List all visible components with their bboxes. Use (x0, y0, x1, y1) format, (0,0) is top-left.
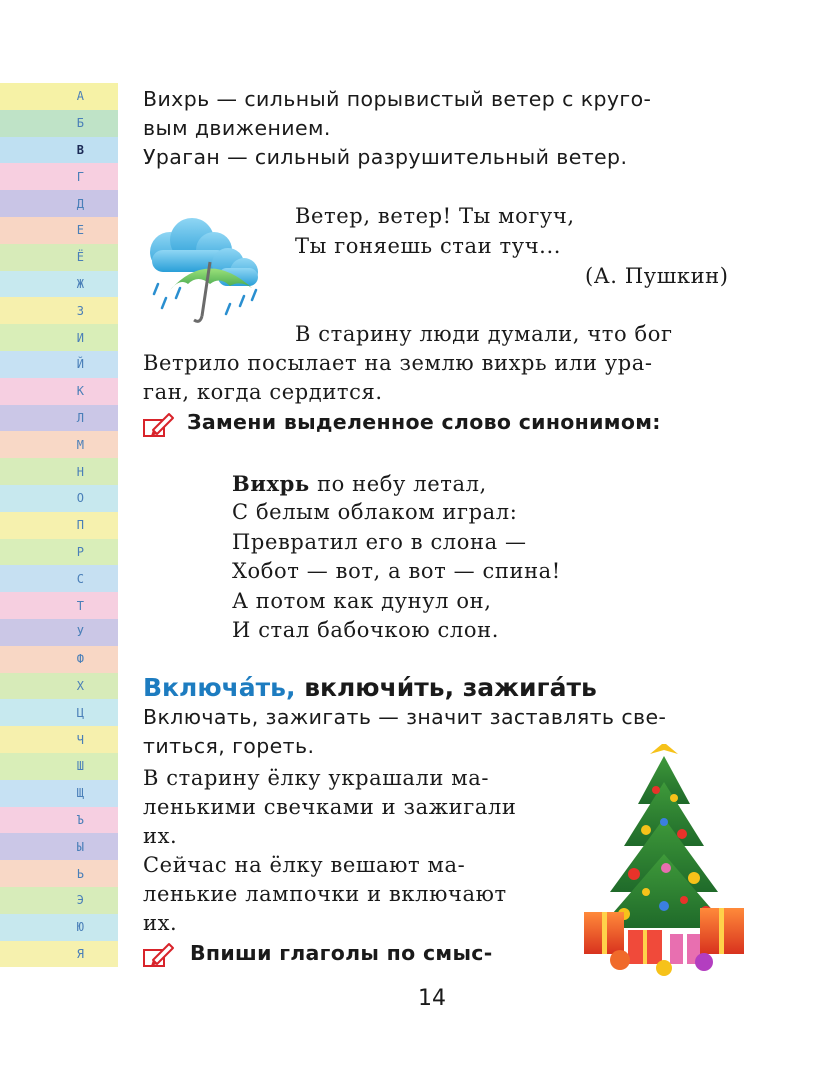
alphabet-letter: Ы (0, 833, 118, 860)
definition-vikhr-line2: вым движением. (143, 116, 331, 140)
alphabet-letter: А (0, 83, 118, 110)
paragraph-elka-line6: их. (143, 911, 178, 935)
highlighted-word: Вихрь (232, 471, 310, 496)
alphabet-letter: Э (0, 887, 118, 914)
poem-vikhr-line4: Хобот — вот, а вот — спина! (232, 559, 561, 583)
alphabet-letter: У (0, 619, 118, 646)
alphabet-letter: Щ (0, 780, 118, 807)
alphabet-letter: Ц (0, 699, 118, 726)
poem-vikhr-line3: Превратил его в слона — (232, 530, 527, 554)
alphabet-letter: Х (0, 673, 118, 700)
alphabet-letter: Ч (0, 726, 118, 753)
christmas-tree-icon (576, 742, 752, 978)
alphabet-letter: Ё (0, 244, 118, 271)
alphabet-letter: Ь (0, 860, 118, 887)
alphabet-letter: Ъ (0, 807, 118, 834)
definition-vikhr-line1: Вихрь — сильный порывистый ветер с круго- (143, 87, 652, 111)
alphabet-letter: Ф (0, 646, 118, 673)
cloud-umbrella-rain-icon (140, 212, 266, 330)
paragraph-vetrilo-line1: В старину люди думали, что бог (295, 322, 673, 346)
alphabet-letter: С (0, 565, 118, 592)
poem-vikhr-line5: А потом как дунул он, (232, 589, 492, 613)
poem-vikhr-line1-rest: по небу летал, (309, 472, 487, 496)
alphabet-letter: Я (0, 941, 118, 968)
alphabet-letter: Ш (0, 753, 118, 780)
poem-pushkin-line1: Ветер, ветер! Ты могуч, (295, 204, 575, 228)
paragraph-elka-line5: ленькие лампочки и включают (143, 882, 507, 906)
paragraph-elka-line2: ленькими свечками и зажигали (143, 795, 517, 819)
poem-vikhr-line2: С белым облаком играл: (232, 500, 518, 524)
alphabet-letter: Л (0, 405, 118, 432)
alphabet-letter: Т (0, 592, 118, 619)
task-replace-synonym: Замени выделенное слово синонимом: (187, 410, 661, 434)
poem-author: (А. Пушкин) (585, 264, 729, 288)
pencil-icon (143, 410, 175, 438)
paragraph-elka-line3: их. (143, 824, 178, 848)
heading-word-blue: Включа́ть, (143, 673, 296, 702)
definition-uragan: Ураган — сильный разрушительный ветер. (143, 145, 628, 169)
page-number: 14 (418, 986, 446, 1011)
pencil-icon (143, 940, 175, 968)
paragraph-elka-line1: В старину ёлку украшали ма- (143, 766, 490, 790)
alphabet-letter: Н (0, 458, 118, 485)
alphabet-sidebar (0, 83, 118, 967)
alphabet-letter: О (0, 485, 118, 512)
alphabet-letter: Е (0, 217, 118, 244)
poem-vikhr-line1 (232, 469, 487, 499)
alphabet-letter: Б (0, 110, 118, 137)
alphabet-letter: Ю (0, 914, 118, 941)
definition-vklyuchat-line1: Включать, зажигать — значит заставлять све- (143, 705, 667, 729)
poem-vikhr-line6: И стал бабочкою слон. (232, 618, 499, 642)
alphabet-letter: В (0, 137, 118, 164)
paragraph-vetrilo-line2: Ветрило посылает на землю вихрь или ура- (143, 351, 653, 375)
paragraph-vetrilo-line3: ган, когда сердится. (143, 380, 383, 404)
definition-vklyuchat-line2: титься, гореть. (143, 734, 315, 758)
heading-words-black: включи́ть, зажига́ть (304, 673, 597, 702)
alphabet-letter: Й (0, 351, 118, 378)
alphabet-letter: И (0, 324, 118, 351)
paragraph-elka-line4: Сейчас на ёлку вешают ма- (143, 853, 466, 877)
alphabet-letter: Р (0, 539, 118, 566)
alphabet-letter: Д (0, 190, 118, 217)
alphabet-letter: П (0, 512, 118, 539)
task-fill-verbs: Впиши глаголы по смыс- (190, 941, 493, 965)
alphabet-letter: М (0, 431, 118, 458)
alphabet-letter: Г (0, 163, 118, 190)
poem-pushkin-line2: Ты гоняешь стаи туч... (295, 234, 561, 258)
alphabet-letter: Ж (0, 271, 118, 298)
alphabet-letter: З (0, 297, 118, 324)
section-heading (143, 673, 597, 702)
alphabet-letter: К (0, 378, 118, 405)
